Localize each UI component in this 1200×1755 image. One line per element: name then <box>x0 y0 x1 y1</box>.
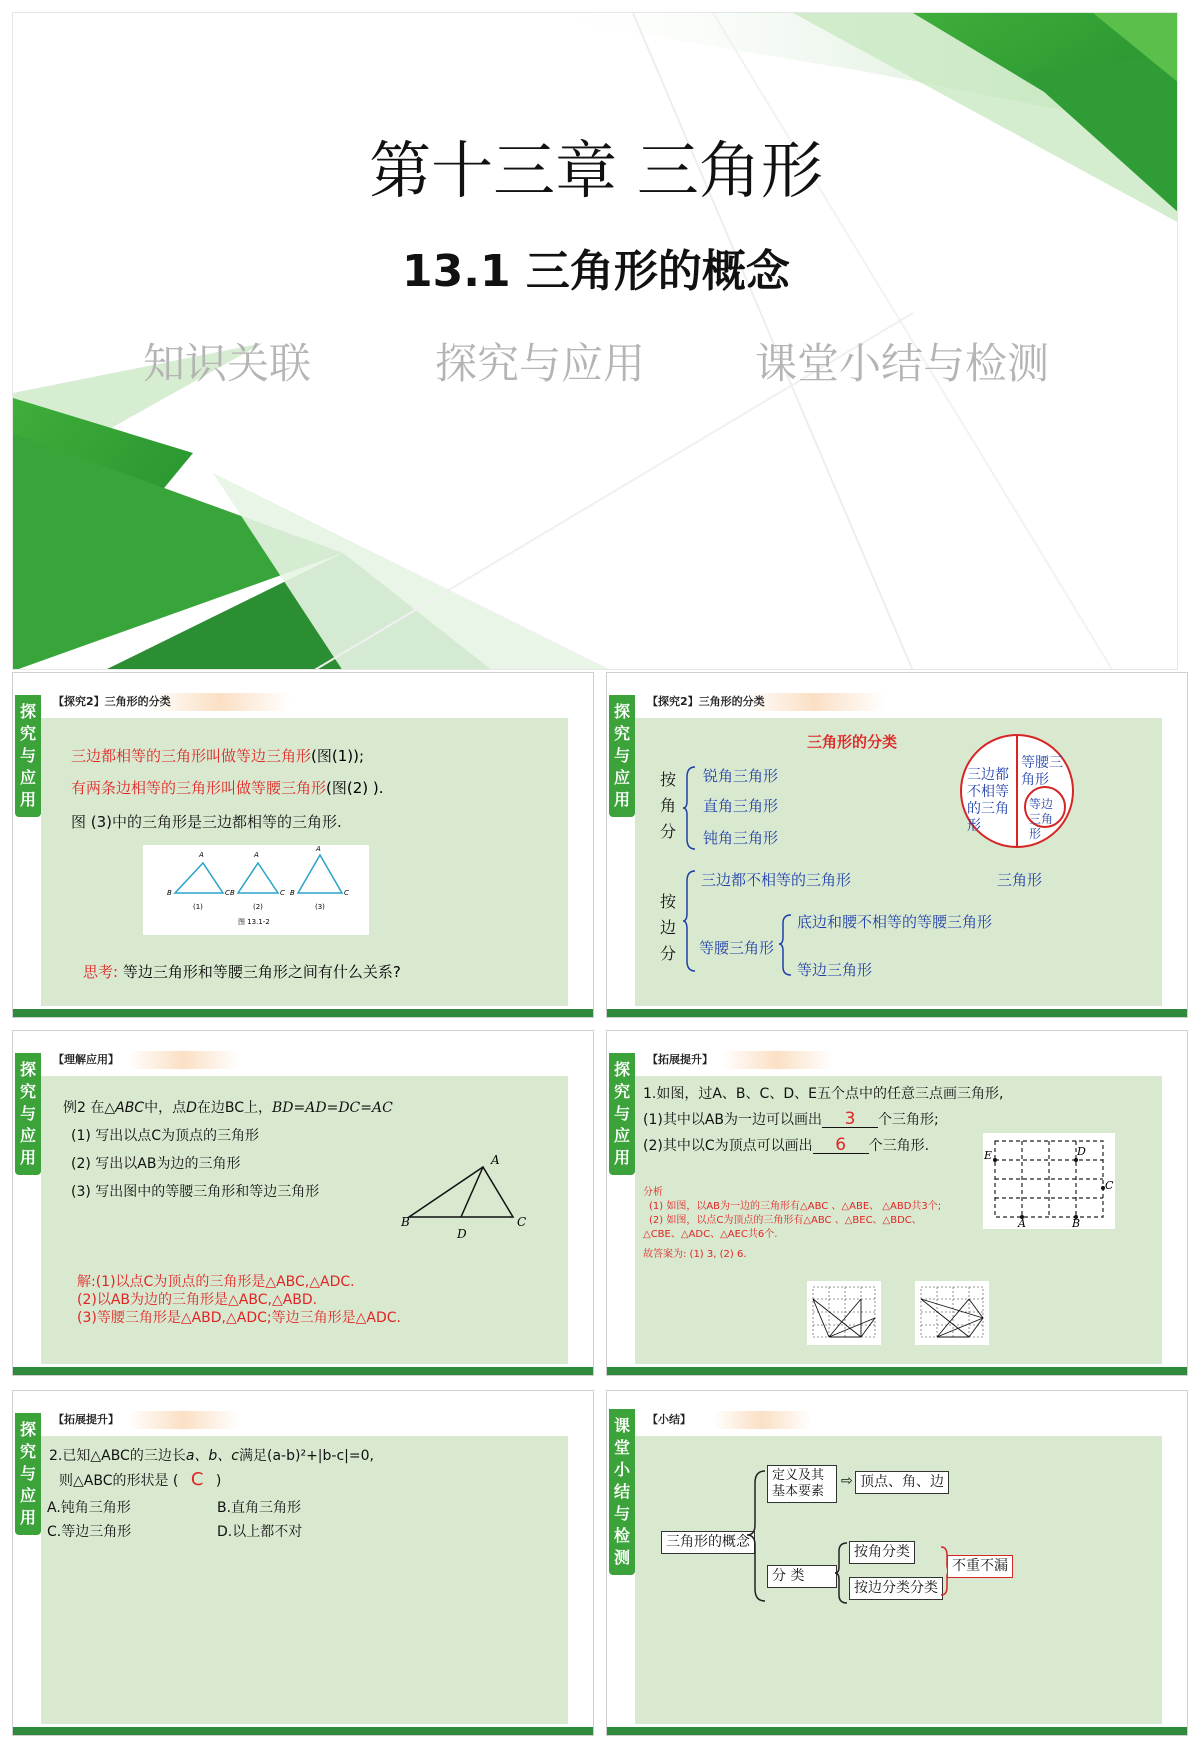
definition-equilateral: 三边都相等的三角形叫做等边三角形(图(1)); <box>71 747 365 765</box>
option-a: A.钝角三角形 <box>47 1500 131 1516</box>
slide-extension-1 <box>606 1030 1188 1376</box>
summary-by-angle: 按角分类 <box>849 1541 915 1564</box>
question-line-1: 2.已知△ABC的三边长a、b、c满足(a-b)²+|b-c|=0, <box>49 1448 374 1464</box>
by-side-label: 按 边 分 <box>659 892 676 963</box>
side-brace <box>683 869 697 973</box>
slide-header: 【小结】 <box>647 1411 811 1429</box>
summary-elements: 顶点、角、边 <box>855 1471 949 1494</box>
summary-definition: 定义及其基本要素 <box>767 1465 837 1503</box>
question-line-2: 则△ABC的形状是 ( C ) <box>59 1469 222 1490</box>
vertex-a-1: A <box>199 851 204 859</box>
acute-triangle: 锐角三角形 <box>703 767 779 785</box>
analysis-answer: 故答案为: (1) 3, (2) 6. <box>643 1249 747 1260</box>
vertex-c-3: C <box>344 889 349 897</box>
vertex-b-3: B <box>290 889 295 897</box>
isosceles-triangle: 等腰三角形 <box>699 939 775 957</box>
option-c: C.等边三角形 <box>47 1524 132 1540</box>
chapter-title: 第十三章 三角形 <box>369 134 823 207</box>
answer-2: (2)以AB为边的三角形是△ABC,△ABD. <box>77 1292 318 1308</box>
figure-label-3: (3) <box>315 903 325 911</box>
grid-label-c: C <box>1105 1179 1114 1192</box>
question-2: (2) 写出以AB为边的三角形 <box>71 1156 241 1172</box>
solution-figure-2 <box>915 1281 989 1345</box>
analysis-line-3: △CBE、△ADC、△AEC共6个. <box>643 1229 778 1240</box>
scalene-triangle: 三边都不相等的三角形 <box>701 871 852 889</box>
side-tab: 探 究 与 应 用 <box>15 695 41 817</box>
equilateral-triangle: 等边三角形 <box>797 961 873 979</box>
option-d: D.以上都不对 <box>217 1524 303 1540</box>
venn-isosceles: 等腰三角形 <box>1021 755 1063 788</box>
slide-header: 【拓展提升】 <box>53 1411 239 1429</box>
nav-summary[interactable]: 课堂小结与检测 <box>755 339 1050 388</box>
question-1: (1) 写出以点C为顶点的三角形 <box>71 1128 260 1144</box>
definition-isosceles: 有两条边相等的三角形叫做等腰三角形(图(2) ). <box>71 779 384 797</box>
example-statement: 例2 在△ABC中，点D在边BC上，BD=AD=DC=AC <box>63 1100 393 1116</box>
question-3: (3) 写出图中的等腰三角形和等边三角形 <box>71 1184 320 1200</box>
vertex-b-2: B <box>230 889 235 897</box>
slide-header: 【拓展提升】 <box>647 1051 833 1069</box>
vertex-a-2: A <box>254 851 259 859</box>
angle-brace <box>683 765 697 851</box>
solution-figure-1 <box>807 1281 881 1345</box>
content-panel <box>635 718 1162 1006</box>
think-question: 思考: 等边三角形和等腰三角形之间有什么关系? <box>83 963 401 981</box>
grid-figure <box>983 1133 1115 1229</box>
class-brace <box>835 1541 849 1605</box>
arrow-icon: ⇨ <box>841 1473 853 1489</box>
summary-root: 三角形的概念 <box>661 1531 755 1554</box>
venn-scalene: 三边都不相等的三角形 <box>967 767 1009 834</box>
summary-note: 不重不漏 <box>947 1555 1013 1578</box>
isosceles-brace <box>779 913 793 977</box>
question-part-2: (2)其中以C为顶点可以画出 6 个三角形. <box>643 1135 930 1155</box>
summary-classification: 分 类 <box>767 1565 837 1588</box>
slide-header: 【理解应用】 <box>53 1051 239 1069</box>
section-title: 13.1 三角形的概念 <box>402 246 790 297</box>
bottom-bar <box>607 1009 1187 1017</box>
slide-extension-2 <box>12 1390 594 1736</box>
slide-example <box>12 1030 594 1376</box>
example-figure <box>403 1157 533 1227</box>
slide-summary <box>606 1390 1188 1736</box>
nav-explore[interactable]: 探究与应用 <box>435 339 646 388</box>
fig-label-b: B <box>401 1215 410 1229</box>
slide-classification-tree <box>606 672 1188 1018</box>
side-tab: 探 究 与 应 用 <box>609 695 635 817</box>
bottom-bar <box>13 1727 593 1735</box>
summary-by-side: 按边分类分类 <box>849 1577 943 1600</box>
figure-note: 图 (3)中的三角形是三边都相等的三角形. <box>71 813 342 831</box>
venn-caption: 三角形 <box>997 871 1043 889</box>
bottom-bar <box>607 1727 1187 1735</box>
analysis-line-2: (2) 如图，以点C为顶点的三角形有△ABC 、△BEC、△BDC、 <box>649 1215 922 1226</box>
side-tab: 探 究 与 应 用 <box>15 1053 41 1175</box>
non-equilateral-isosceles: 底边和腰不相等的等腰三角形 <box>797 913 993 931</box>
fig-label-a: A <box>491 1153 500 1167</box>
side-tab: 探 究 与 应 用 <box>15 1413 41 1535</box>
analysis-title: 分析 <box>643 1187 663 1198</box>
by-angle-label: 按 角 分 <box>659 770 676 841</box>
vertex-c-1: C <box>225 889 230 897</box>
obtuse-triangle: 钝角三角形 <box>703 829 779 847</box>
grid-label-e: E <box>984 1149 993 1162</box>
grid-label-b: B <box>1072 1217 1081 1230</box>
answer-1: 解:(1)以点C为顶点的三角形是△ABC,△ADC. <box>77 1274 355 1290</box>
side-tab: 探 究 与 应 用 <box>609 1053 635 1175</box>
slide-header: 【探究2】三角形的分类 <box>647 693 885 711</box>
grid-label-d: D <box>1077 1145 1086 1158</box>
analysis-line-1: (1) 如图，以AB为一边的三角形有△ABC 、△ABE、 △ABD共3个; <box>649 1201 942 1212</box>
slide-classification-definition <box>12 672 594 1018</box>
vertex-a-3: A <box>316 845 321 853</box>
question-part-1: (1)其中以AB为一边可以画出 3 个三角形; <box>643 1109 939 1129</box>
figure-label-2: (2) <box>253 903 263 911</box>
vertex-c-2: C <box>280 889 285 897</box>
title-slide <box>12 12 1178 670</box>
triangle-figure <box>143 845 369 935</box>
slide-header: 【探究2】三角形的分类 <box>53 693 291 711</box>
summary-brace <box>747 1469 767 1603</box>
right-triangle: 直角三角形 <box>703 797 779 815</box>
venn-equilateral: 等边三角形 <box>1029 797 1054 841</box>
fig-label-c: C <box>517 1215 527 1229</box>
figure-caption: 图 13.1-2 <box>238 918 270 926</box>
option-b: B.直角三角形 <box>217 1500 302 1516</box>
nav-knowledge[interactable]: 知识关联 <box>143 339 312 388</box>
answer-3: (3)等腰三角形是△ABD,△ADC;等边三角形是△ADC. <box>77 1310 401 1326</box>
side-tab: 课 堂 小 结 与 检 测 <box>609 1409 635 1575</box>
bottom-bar <box>607 1367 1187 1375</box>
figure-label-1: (1) <box>193 903 203 911</box>
fig-label-d: D <box>457 1227 467 1241</box>
bottom-bar <box>13 1367 593 1375</box>
grid-label-a: A <box>1018 1217 1026 1230</box>
vertex-b-1: B <box>167 889 172 897</box>
classification-heading: 三角形的分类 <box>807 733 898 751</box>
bottom-bar <box>13 1009 593 1017</box>
question-intro: 1.如图，过A、B、C、D、E五个点中的任意三点画三角形, <box>643 1086 1004 1102</box>
